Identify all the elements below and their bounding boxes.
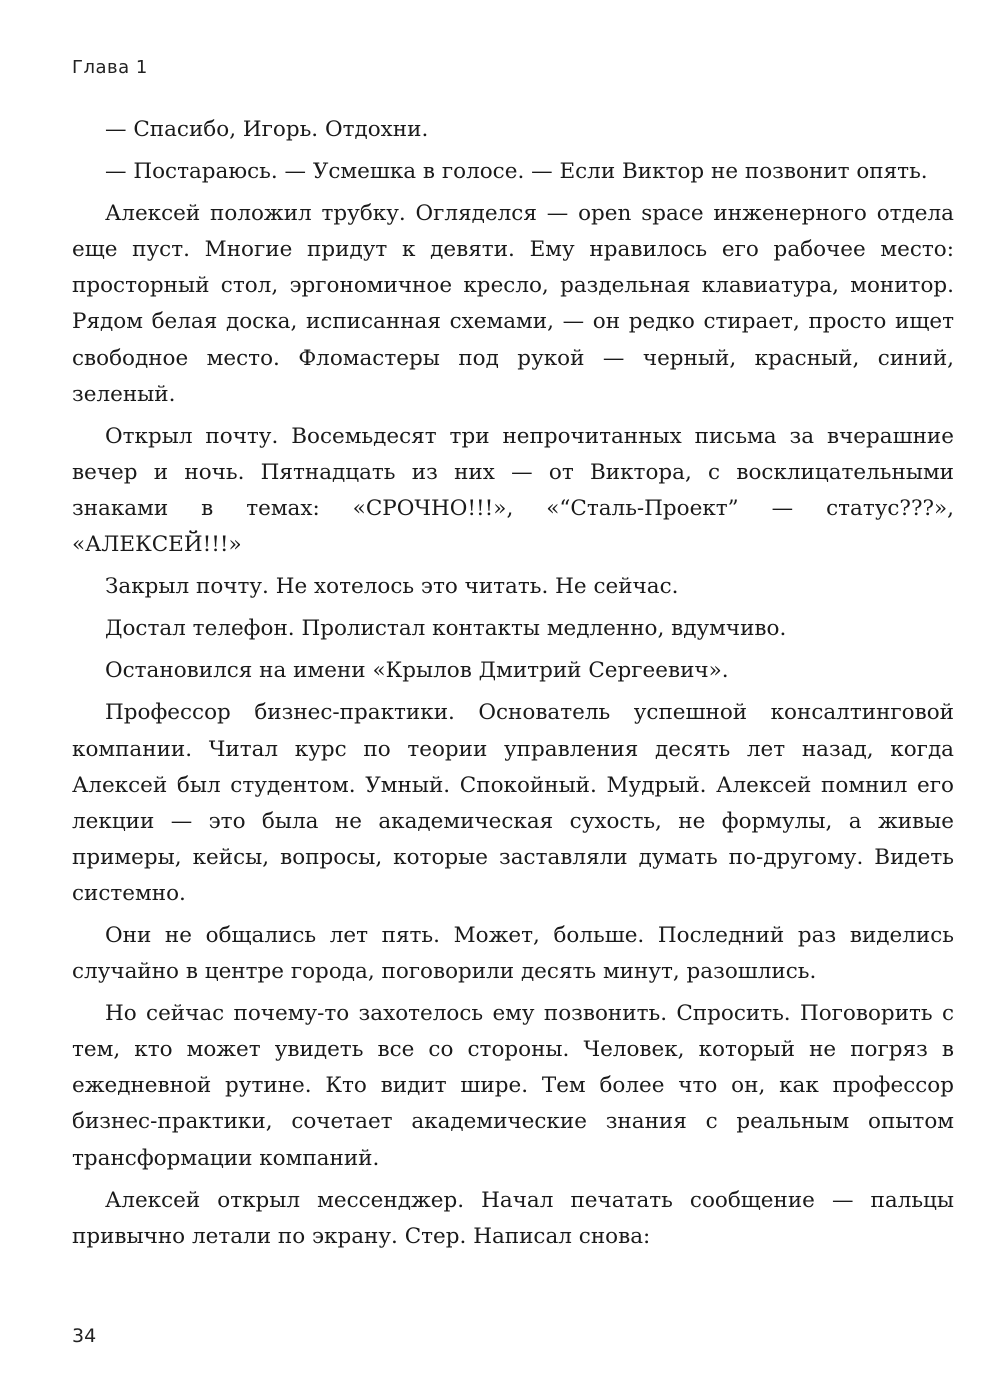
paragraph: Открыл почту. Восемьдесят три непрочитанных письма за вчерашние вечер и ночь. Пятнадцать из них — от Виктора, с восклицательными знаками в темах: «СРОЧНО!!!», «“Сталь-Проект” — статус???», «АЛЕКСЕЙ!!!» xyxy=(72,423,954,558)
page-number: 34 xyxy=(72,1325,97,1347)
chapter-running-head: Глава 1 xyxy=(72,57,148,78)
body-text xyxy=(72,112,954,1261)
paragraph: Алексей положил трубку. Огляделся — open space инженерного отдела еще пуст. Многие придут к девяти. Ему нравилось его рабочее место: просторный стол, эргономичное кресло, раздельная клавиатура, монитор. Рядом белая доска, исписанная схемами, — он редко стирает, просто ищет свободное место. Фломастеры под рукой — черный, красный, синий, зеленый. xyxy=(72,201,954,407)
paragraph: Закрыл почту. Не хотелось это читать. Не сейчас. xyxy=(105,574,679,600)
paragraph: Остановился на имени «Крылов Дмитрий Сергеевич». xyxy=(105,658,729,684)
paragraph: Достал телефон. Пролистал контакты медленно, вдумчиво. xyxy=(105,616,787,642)
paragraph: Алексей открыл мессенджер. Начал печатать сообщение — пальцы привычно летали по экрану. Стер. Написал снова: xyxy=(72,1187,954,1249)
paragraph: — Спасибо, Игорь. Отдохни. xyxy=(105,117,429,142)
paragraph: Профессор бизнес-практики. Основатель успешной консалтинговой компании. Читал курс по теории управления десять лет назад, когда Алексей был студентом. Умный. Спокойный. Мудрый. Алексей помнил его лекции — это была не академическая сухость, не формулы, а живые примеры, кейсы, вопросы, которые заставляли думать по-другому. Видеть системно. xyxy=(72,700,954,906)
paragraph: Но сейчас почему-то захотелось ему позвонить. Спросить. Поговорить с тем, кто может увидеть все со стороны. Человек, который не погряз в ежедневной рутине. Кто видит шире. Тем более что он, как профессор бизнес-практики, сочетает академические знания с реальным опытом трансформации компаний. xyxy=(72,1001,954,1171)
paragraph: Они не общались лет пять. Может, больше. Последний раз виделись случайно в центре города, поговорили десять минут, разошлись. xyxy=(72,922,954,985)
paragraph: — Постараюсь. — Усмешка в голосе. — Если Виктор не позвонит опять. xyxy=(105,159,928,185)
